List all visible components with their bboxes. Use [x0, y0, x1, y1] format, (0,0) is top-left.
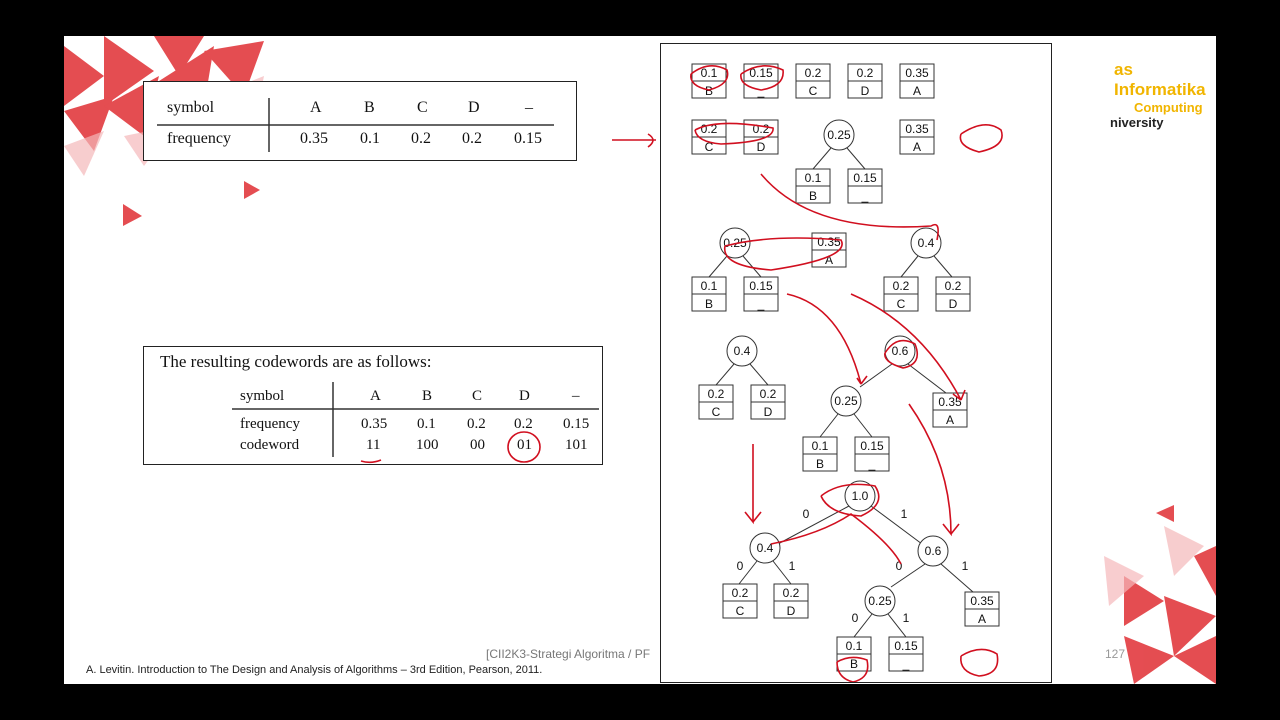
row-label-symbol: symbol — [240, 388, 285, 404]
leaf-symbol: C — [735, 604, 745, 618]
red-annotation — [961, 649, 998, 676]
symbol-cell: A — [370, 388, 381, 404]
leaf-weight: 0.2 — [759, 387, 777, 401]
node-weight: 0.4 — [733, 344, 751, 358]
leaf-weight: 0.15 — [860, 439, 884, 453]
frequency-cell: 0.1 — [417, 416, 436, 432]
tree-edge — [847, 148, 865, 169]
slide — [64, 36, 1216, 684]
leaf-weight: 0.2 — [700, 122, 718, 136]
tree-edge — [820, 414, 838, 437]
leaf-weight: 0.1 — [804, 171, 822, 185]
tree-edge — [860, 364, 892, 387]
course-label: [CII2K3-Strategi Algoritma / PF — [486, 647, 651, 661]
leaf-symbol: _ — [861, 189, 869, 203]
edge-label: 0 — [895, 559, 903, 573]
arrow-annotation — [604, 126, 664, 156]
node-weight: 0.25 — [834, 394, 858, 408]
leaf-weight: 0.35 — [938, 395, 962, 409]
frequency-cell: 0.15 — [563, 416, 590, 432]
tree-edge — [750, 364, 768, 385]
row-label-frequency: frequency — [240, 416, 300, 432]
leaf-weight: 0.1 — [700, 66, 718, 80]
symbol-cell: C — [472, 388, 483, 404]
tree-edge — [854, 414, 872, 437]
tree-edge — [871, 506, 922, 544]
symbol-cell: _ — [525, 94, 533, 111]
codeword-cell: 11 — [366, 437, 381, 453]
leaf-symbol: B — [815, 457, 825, 471]
edge-label: 1 — [902, 611, 910, 625]
node-weight: 0.25 — [723, 236, 747, 250]
frequency-table-lines — [144, 82, 576, 160]
leaf-weight: 0.1 — [700, 279, 718, 293]
leaf-weight: 0.2 — [944, 279, 962, 293]
row-label-symbol: symbol — [167, 99, 215, 116]
university-logo-text — [1110, 60, 1216, 130]
frequency-cell: 0.1 — [360, 130, 380, 147]
edge-label: 1 — [788, 559, 796, 573]
leaf-weight: 0.35 — [970, 594, 994, 608]
node-weight: 0.25 — [827, 128, 851, 142]
leaf-weight: 0.1 — [811, 439, 829, 453]
leaf-symbol: B — [849, 657, 859, 671]
codeword-cell: 00 — [470, 437, 485, 453]
leaf-weight: 0.2 — [707, 387, 725, 401]
codeword-cell: 01 — [517, 437, 532, 453]
node-weight: 1.0 — [851, 489, 869, 503]
leaf-symbol: C — [896, 297, 906, 311]
leaf-weight: 0.15 — [749, 279, 773, 293]
leaf-weight: 0.2 — [782, 586, 800, 600]
red-annotation — [771, 514, 901, 564]
leaf-weight: 0.2 — [804, 66, 822, 80]
frequency-cell: 0.35 — [361, 416, 388, 432]
node-weight: 0.4 — [756, 541, 774, 555]
symbol-cell: D — [519, 388, 530, 404]
frequency-cell: 0.15 — [514, 130, 542, 147]
codeword-cell: 100 — [416, 437, 439, 453]
codeword-table — [143, 346, 603, 465]
red-annotation — [787, 294, 867, 384]
leaf-symbol: A — [945, 413, 955, 427]
leaf-weight: 0.35 — [817, 235, 841, 249]
leaf-symbol: A — [912, 84, 922, 98]
frequency-cell: 0.2 — [514, 416, 533, 432]
leaf-weight: 0.15 — [853, 171, 877, 185]
leaf-symbol: D — [786, 604, 796, 618]
frequency-cell: 0.35 — [300, 130, 328, 147]
leaf-symbol: _ — [757, 84, 765, 98]
brand-line2: Computing — [1134, 100, 1203, 115]
tree-edge — [813, 148, 831, 169]
leaf-symbol: C — [808, 84, 818, 98]
leaf-symbol: B — [704, 297, 714, 311]
tree-edge — [908, 364, 946, 393]
leaf-symbol: _ — [868, 457, 876, 471]
leaf-weight: 0.2 — [892, 279, 910, 293]
node-weight: 0.25 — [868, 594, 892, 608]
symbol-cell: D — [468, 99, 480, 116]
edge-label: 0 — [736, 559, 744, 573]
red-annotation — [745, 444, 761, 522]
tree-edge — [901, 256, 918, 277]
node-weight: 0.6 — [924, 544, 942, 558]
node-weight: 0.6 — [891, 344, 909, 358]
leaf-weight: 0.1 — [845, 639, 863, 653]
leaf-weight: 0.35 — [905, 66, 929, 80]
node-weight: 0.4 — [917, 236, 935, 250]
huffman-tree-svg — [661, 44, 1051, 682]
codeword-cell: 101 — [565, 437, 588, 453]
leaf-symbol: B — [808, 189, 818, 203]
leaf-symbol: A — [977, 612, 987, 626]
leaf-symbol: _ — [902, 657, 910, 671]
leaf-symbol: _ — [757, 297, 765, 311]
leaf-symbol: D — [756, 140, 766, 154]
leaf-weight: 0.15 — [894, 639, 918, 653]
frequency-cell: 0.2 — [467, 416, 486, 432]
leaf-symbol: B — [704, 84, 714, 98]
tree-edge — [709, 256, 727, 277]
symbol-cell: B — [364, 99, 375, 116]
leaf-weight: 0.2 — [752, 122, 770, 136]
codeword-heading: The resulting codewords are as follows: — [160, 352, 432, 371]
edge-label: 1 — [961, 559, 969, 573]
tree-edge — [934, 256, 952, 277]
leaf-weight: 0.2 — [731, 586, 749, 600]
leaf-weight: 0.15 — [749, 66, 773, 80]
frequency-cell: 0.2 — [462, 130, 482, 147]
leaf-symbol: D — [948, 297, 958, 311]
leaf-weight: 0.2 — [856, 66, 874, 80]
brand-line1: as Informatika — [1114, 60, 1206, 99]
page-number: 127 — [1105, 647, 1126, 661]
symbol-cell: _ — [572, 383, 580, 399]
frequency-table — [143, 81, 577, 161]
leaf-symbol: C — [704, 140, 714, 154]
symbol-cell: C — [417, 99, 428, 116]
red-annotation — [960, 125, 1002, 152]
leaf-symbol: A — [912, 140, 922, 154]
edge-label: 0 — [851, 611, 859, 625]
leaf-weight: 0.35 — [905, 122, 929, 136]
leaf-symbol: D — [860, 84, 870, 98]
edge-label: 0 — [802, 507, 810, 521]
huffman-tree-figure — [660, 43, 1052, 683]
leaf-symbol: D — [763, 405, 773, 419]
symbol-cell: B — [422, 388, 433, 404]
citation: A. Levitin. Introduction to The Design and Analysis of Algorithms – 3rd Edition, Pearson, 2011. — [86, 664, 543, 676]
tree-edge — [716, 364, 734, 385]
frequency-cell: 0.2 — [411, 130, 431, 147]
edge-label: 1 — [900, 507, 908, 521]
row-label-frequency: frequency — [167, 130, 231, 147]
leaf-symbol: C — [711, 405, 721, 419]
leaf-symbol: A — [824, 253, 834, 267]
row-label-codeword: codeword — [240, 437, 300, 453]
symbol-cell: A — [310, 99, 322, 116]
brand-line3: niversity — [1110, 115, 1164, 130]
